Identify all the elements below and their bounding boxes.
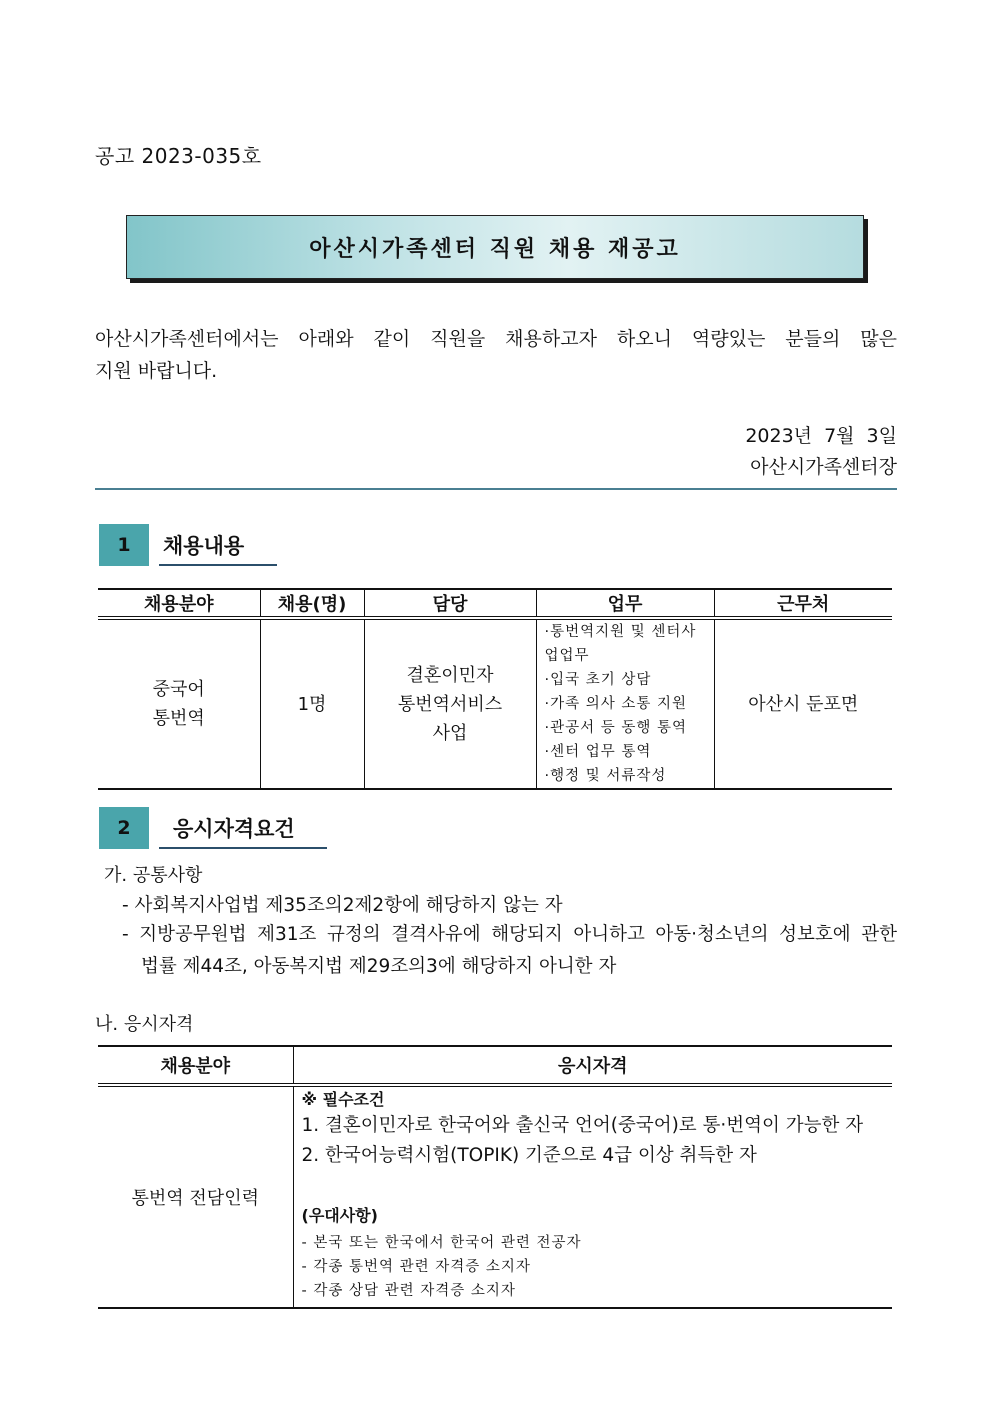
cell-field: 통번역 전담인력 <box>98 1085 293 1308</box>
duty-item: ·가족 의사 소통 지원 <box>544 696 687 712</box>
header-duties: 업무 <box>536 589 714 618</box>
notice-number: 공고 2023-035호 <box>95 144 262 168</box>
charge-line-3: 사업 <box>432 722 468 744</box>
intro-line-2: 지원 바랍니다. <box>95 360 218 382</box>
table-row <box>98 618 892 789</box>
qualification-table <box>98 1045 892 1309</box>
common-item: - 지방공무원법 제31조 규정의 결격사유에 해당되지 아니하고 아동·청소년의 성보호에 관한 <box>122 924 897 945</box>
duty-item: ·행정 및 서류작성 <box>544 768 667 784</box>
duty-item: ·관공서 등 동행 통역 <box>544 720 687 736</box>
section-2-number: 2 <box>99 807 149 849</box>
header-field: 채용분야 <box>98 1046 293 1085</box>
header-workplace: 근무처 <box>714 589 892 618</box>
header-count: 채용(명) <box>260 589 364 618</box>
common-item-continuation: 법률 제44조, 아동복지법 제29조의3에 해당하지 아니한 자 <box>141 956 617 977</box>
cell-charge <box>364 618 536 789</box>
duty-item: ·센터 업무 통역 <box>544 744 652 760</box>
intro-line-1: 아산시가족센터에서는 아래와 같이 직원을 채용하고자 하오니 역량있는 분들의 많은 <box>95 328 897 350</box>
field-line-2: 통번역 <box>152 708 205 729</box>
recruitment-table <box>98 588 892 790</box>
duty-item: ·통번역지원 및 센터사 <box>544 624 697 640</box>
intro-paragraph <box>95 323 897 387</box>
page-title: 아산시가족센터 직원 채용 재공고 <box>309 236 681 262</box>
required-title: ※ 필수조건 <box>301 1090 385 1109</box>
common-item: - 사회복지사업법 제35조의2제2항에 해당하지 않는 자 <box>122 895 563 916</box>
announcement-date: 2023년 7월 3일 <box>745 425 897 447</box>
cell-workplace: 아산시 둔포면 <box>714 618 892 789</box>
table-header-row <box>98 1046 892 1085</box>
charge-line-1: 결혼이민자 <box>406 664 494 686</box>
required-item: 1. 결혼이민자로 한국어와 출신국 언어(중국어)로 통·번역이 가능한 자 <box>301 1115 864 1136</box>
cell-duties <box>536 618 714 789</box>
cell-count: 1명 <box>260 618 364 789</box>
preferred-item: - 각종 통번역 관련 자격증 소지자 <box>301 1259 531 1275</box>
signer: 아산시가족센터장 <box>750 456 897 478</box>
spacer <box>302 1171 893 1195</box>
qualification-heading: 나. 응시자격 <box>95 1014 194 1035</box>
header-field: 채용분야 <box>98 589 260 618</box>
common-heading: 가. 공통사항 <box>104 865 203 886</box>
table-header-row <box>98 589 892 618</box>
cell-qualification <box>293 1085 892 1308</box>
preferred-item: - 각종 상담 관련 자격증 소지자 <box>301 1283 516 1299</box>
divider <box>95 488 897 490</box>
duty-item: 업업무 <box>544 648 590 664</box>
title-banner <box>126 215 864 279</box>
duty-item: ·입국 초기 상담 <box>544 672 652 688</box>
charge-line-2: 통번역서비스 <box>397 693 503 715</box>
preferred-title: (우대사항) <box>301 1206 378 1225</box>
section-2-title: 응시자격요건 <box>159 813 327 849</box>
preferred-item: - 본국 또는 한국에서 한국어 관련 전공자 <box>301 1235 582 1251</box>
cell-field <box>98 618 260 789</box>
required-item: 2. 한국어능력시험(TOPIK) 기준으로 4급 이상 취득한 자 <box>301 1145 757 1166</box>
field-line-1: 중국어 <box>152 679 205 700</box>
table-row <box>98 1085 892 1308</box>
section-1-number: 1 <box>99 524 149 566</box>
header-qualification: 응시자격 <box>293 1046 892 1085</box>
section-1-title: 채용내용 <box>159 530 277 566</box>
header-charge: 담당 <box>364 589 536 618</box>
